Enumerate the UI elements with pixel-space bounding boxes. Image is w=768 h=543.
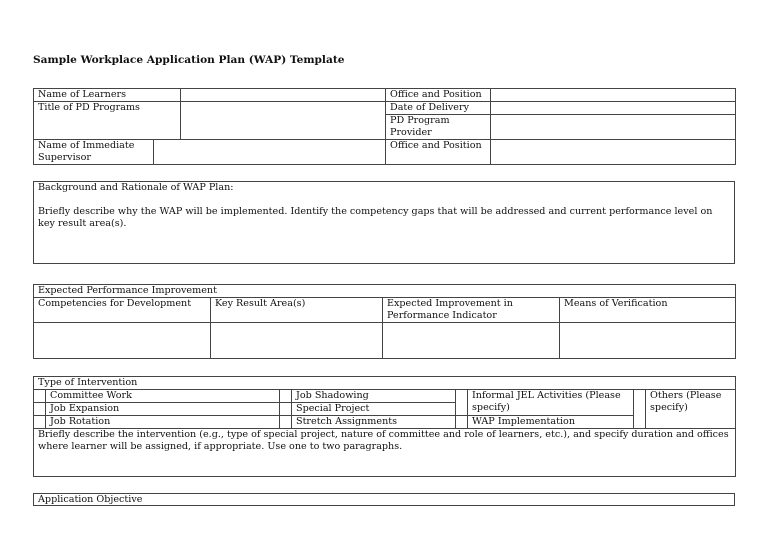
date-of-delivery-field[interactable]	[491, 102, 736, 115]
pd-provider-field[interactable]	[491, 115, 736, 140]
informal-jel-label: Informal JEL Activities (Please specify)	[468, 390, 634, 416]
page-title: Sample Workplace Application Plan (WAP) Template	[33, 54, 345, 66]
date-of-delivery-label: Date of Delivery	[386, 102, 491, 115]
background-section[interactable]	[33, 181, 735, 264]
wap-implementation-label: WAP Implementation	[468, 416, 634, 429]
committee-work-label: Committee Work	[46, 390, 280, 403]
application-objective-heading: Application Objective	[38, 494, 143, 505]
verification-field[interactable]	[560, 323, 736, 359]
header-table	[33, 88, 736, 165]
background-instruction: Briefly describe why the WAP will be implemented. Identify the competency gaps that will be addressed and current performance level on key result area(s).	[38, 206, 713, 229]
special-project-label: Special Project	[292, 403, 456, 416]
performance-heading: Expected Performance Improvement	[34, 285, 736, 298]
job-shadowing-label: Job Shadowing	[292, 390, 456, 403]
others-label: Others (Please specify)	[646, 390, 736, 429]
expected-improvement-field[interactable]	[383, 323, 560, 359]
performance-table	[33, 284, 736, 359]
special-project-checkbox[interactable]	[280, 403, 292, 416]
job-shadowing-checkbox[interactable]	[280, 390, 292, 403]
pd-programs-field[interactable]	[181, 102, 386, 140]
job-rotation-checkbox[interactable]	[34, 416, 46, 429]
others-checkbox[interactable]	[634, 390, 646, 429]
stretch-assignments-checkbox[interactable]	[280, 416, 292, 429]
intervention-description[interactable]: Briefly describe the intervention (e.g., type of special project, nature of committee and role of learners, etc.), and specify duration and offices where learner will be assigned, if appropriate. Use one to two paragraphs.	[34, 429, 736, 477]
intervention-heading: Type of Intervention	[34, 377, 736, 390]
background-heading: Background and Rationale of WAP Plan:	[38, 182, 234, 193]
job-expansion-checkbox[interactable]	[34, 403, 46, 416]
application-objective-section[interactable]	[33, 493, 735, 506]
committee-work-checkbox[interactable]	[34, 390, 46, 403]
office-position-field-1[interactable]	[491, 89, 736, 102]
pd-provider-label: PD Program Provider	[386, 115, 491, 140]
key-result-field[interactable]	[211, 323, 383, 359]
stretch-assignments-label: Stretch Assignments	[292, 416, 456, 429]
key-result-header: Key Result Area(s)	[211, 298, 383, 323]
competencies-header: Competencies for Development	[34, 298, 211, 323]
job-rotation-label: Job Rotation	[46, 416, 280, 429]
supervisor-label: Name of Immediate Supervisor	[34, 140, 154, 165]
office-position-field-2[interactable]	[491, 140, 736, 165]
intervention-table	[33, 376, 736, 477]
expected-improvement-header: Expected Improvement in Performance Indicator	[383, 298, 560, 323]
informal-jel-checkbox[interactable]	[456, 390, 468, 416]
office-position-label-1: Office and Position	[386, 89, 491, 102]
name-of-learners-field[interactable]	[181, 89, 386, 102]
name-of-learners-label: Name of Learners	[34, 89, 181, 102]
pd-programs-label: Title of PD Programs	[34, 102, 181, 140]
competencies-field[interactable]	[34, 323, 211, 359]
wap-implementation-checkbox[interactable]	[456, 416, 468, 429]
verification-header: Means of Verification	[560, 298, 736, 323]
supervisor-field[interactable]	[154, 140, 386, 165]
job-expansion-label: Job Expansion	[46, 403, 280, 416]
office-position-label-2: Office and Position	[386, 140, 491, 165]
